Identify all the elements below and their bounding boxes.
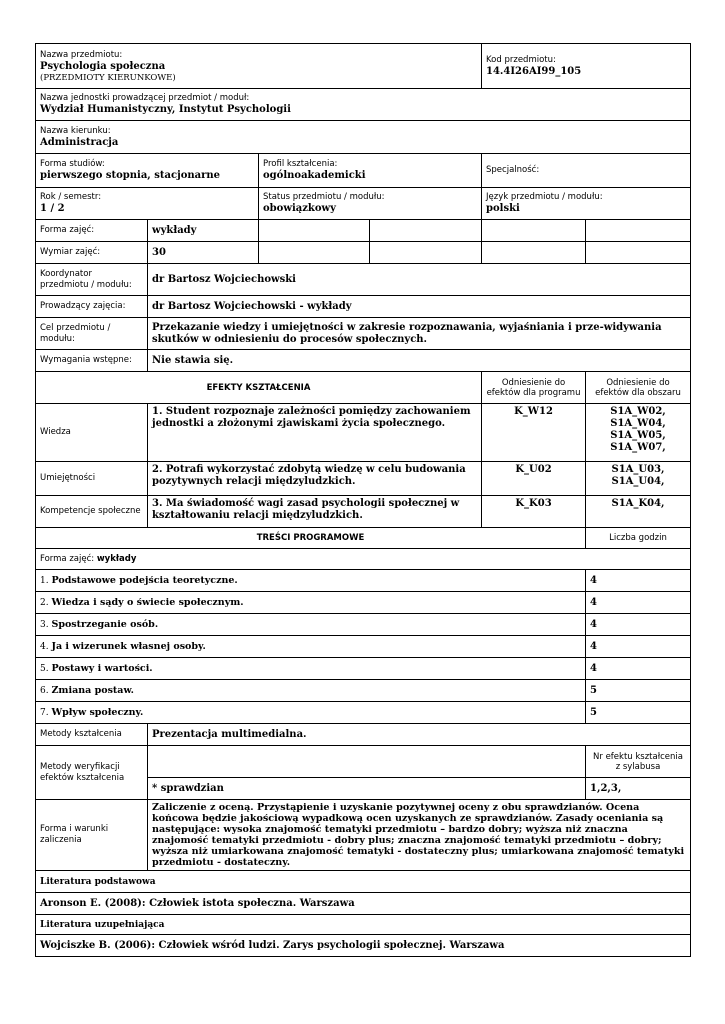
effect-category: Kompetencje społeczne [36, 496, 148, 528]
topic-number: 2. [40, 597, 49, 608]
unit-label: Nazwa jednostki prowadzącej przedmiot / moduł: [40, 93, 250, 103]
topic-row [36, 614, 691, 636]
area-ref-item: S1A_W05, [610, 430, 666, 441]
content-header-row [36, 528, 691, 549]
topic-hours: 4 [586, 592, 691, 614]
class-form-empty-1 [259, 220, 370, 242]
effect-category: Umiejętności [36, 462, 148, 496]
area-ref-item: S1A_U04, [611, 476, 665, 487]
lecturer-label: Prowadzący zajęcia: [36, 296, 148, 318]
subject-row [36, 44, 691, 89]
requirements-row [36, 350, 691, 372]
requirements-label: Wymagania wstępne: [36, 350, 148, 372]
area-ref-item: S1A_U03, [611, 464, 665, 475]
verification-label: Metody weryfikacji efektów kształcenia [36, 746, 148, 800]
class-form-empty-3 [482, 220, 586, 242]
class-form-row [36, 220, 691, 242]
effect-text: 1. Student rozpoznaje zależności pomiędzy zachowaniem jednostki a złożonymi zjawiskami życia społecznego. [148, 404, 482, 462]
verification-empty [148, 746, 586, 778]
hours-row [36, 242, 691, 264]
topic-row [36, 702, 691, 724]
assessment-row [36, 800, 691, 871]
verification-effect-header: Nr efektu kształcenia z sylabusa [586, 746, 691, 778]
topic-cell [36, 702, 586, 724]
verification-header-row [36, 746, 691, 778]
topic-cell [36, 636, 586, 658]
topic-title: Postawy i wartości. [51, 662, 153, 674]
topic-number: 4. [40, 641, 49, 652]
content-form-value: wykłady [96, 554, 137, 564]
goal-row [36, 318, 691, 350]
topic-cell [36, 658, 586, 680]
literature-basic-label: Literatura podstawowa [36, 871, 691, 893]
area-ref-item: S1A_K04, [611, 498, 665, 509]
program-ref-header: Odniesienie do efektów dla programu [482, 372, 586, 404]
syllabus-table [35, 43, 691, 957]
language-label: Język przedmiotu / modułu: [486, 192, 603, 202]
methods-value: Prezentacja multimedialna. [148, 724, 691, 746]
specialty-label: Specjalność: [486, 165, 540, 175]
topic-hours: 4 [586, 658, 691, 680]
assessment-label: Forma i warunki zaliczenia [36, 800, 148, 871]
unit-value: Wydział Humanistyczny, Instytut Psychologii [40, 104, 291, 115]
area-ref-item: S1A_W02, [610, 406, 666, 417]
syllabus-sheet [35, 43, 690, 957]
coordinator-row [36, 264, 691, 296]
field-value: Administracja [40, 136, 119, 148]
subject-group: (PRZEDMIOTY KIERUNKOWE) [40, 72, 176, 83]
effect-area-ref [586, 496, 691, 528]
profile-label: Profil kształcenia: [263, 159, 338, 169]
literature-basic-label-row [36, 871, 691, 893]
topic-row [36, 658, 691, 680]
content-form-label: Forma zajęć: [40, 554, 95, 564]
area-ref-header: Odniesienie do efektów dla obszaru [586, 372, 691, 404]
unit-cell [36, 89, 691, 121]
study-form-value: pierwszego stopnia, stacjonarne [40, 170, 221, 181]
effect-text: 2. Potrafi wykorzystać zdobytą wiedzę w celu budowania pozytywnych relacji międzyludzkich. [148, 462, 482, 496]
profile-value: ogólnoakademicki [263, 170, 366, 181]
topic-cell [36, 614, 586, 636]
effects-header: EFEKTY KSZTAŁCENIA [36, 372, 482, 404]
methods-label: Metody kształcenia [36, 724, 148, 746]
content-header: TREŚCI PROGRAMOWE [36, 528, 586, 549]
language-value: polski [486, 203, 520, 214]
topic-number: 7. [40, 707, 49, 718]
language-cell [482, 188, 691, 220]
effect-row [36, 404, 691, 462]
lecturer-row [36, 296, 691, 318]
literature-extra-row [36, 935, 691, 957]
goal-value: Przekazanie wiedzy i umiejętności w zakresie rozpoznawania, wyjaśniania i prze-widywania skutków w odniesieniu do procesów społecznych. [148, 318, 691, 350]
goal-label: Cel przedmiotu / modułu: [36, 318, 148, 350]
year-row [36, 188, 691, 220]
status-cell [259, 188, 482, 220]
content-form-row [36, 549, 691, 570]
topic-title: Zmiana postaw. [51, 684, 134, 696]
effect-program-ref: K_U02 [482, 462, 586, 496]
field-row [36, 121, 691, 154]
lecturer-value: dr Bartosz Wojciechowski - wykłady [148, 296, 691, 318]
topic-row [36, 636, 691, 658]
effect-category: Wiedza [36, 404, 148, 462]
hours-empty-1 [259, 242, 370, 264]
specialty-cell [482, 154, 691, 188]
hours-label: Wymiar zajęć: [36, 242, 148, 264]
subject-cell [36, 44, 482, 89]
class-form-label: Forma zajęć: [36, 220, 148, 242]
methods-row [36, 724, 691, 746]
code-cell [482, 44, 691, 89]
hours-empty-2 [370, 242, 482, 264]
status-label: Status przedmiotu / modułu: [263, 192, 385, 202]
study-row [36, 154, 691, 188]
class-form-empty-2 [370, 220, 482, 242]
area-ref-item: S1A_W04, [610, 418, 666, 429]
topic-hours: 4 [586, 614, 691, 636]
topic-title: Podstawowe podejścia teoretyczne. [51, 574, 238, 586]
year-value: 1 / 2 [40, 203, 65, 214]
literature-extra-label: Literatura uzupełniająca [36, 915, 691, 935]
topic-title: Ja i wizerunek własnej osoby. [51, 640, 206, 652]
topic-cell [36, 592, 586, 614]
topic-title: Wiedza i sądy o świecie społecznym. [51, 596, 244, 608]
hours-empty-4 [586, 242, 691, 264]
effect-row [36, 496, 691, 528]
field-label: Nazwa kierunku: [40, 125, 111, 136]
study-form-cell [36, 154, 259, 188]
effect-text: 3. Ma świadomość wagi zasad psychologii społecznej w kształtowaniu relacji międzyludzkich. [148, 496, 482, 528]
unit-row [36, 89, 691, 121]
assessment-value: Zaliczenie z oceną. Przystąpienie i uzyskanie pozytywnej oceny z obu sprawdzianów. Ocena końcowa będzie jakościową wypadkową ocen uzyskanych ze sprawdzianów. Zasady oceniania są następujące: wysoka znajomość tematyki przedmiotu – bardzo dobry; wyższa niż znaczna znajomość tematyki przedmiotu - dobry plus; znaczna znajomość tematyki przedmiotu – dobry; wyższa niż umiarkowana znajomość tematyki - dostateczny plus; umiarkowana znajomość tematyki przedmiotu - dostateczny. [148, 800, 691, 871]
effect-program-ref: K_K03 [482, 496, 586, 528]
topic-number: 1. [40, 575, 49, 586]
topic-hours: 5 [586, 680, 691, 702]
topic-number: 3. [40, 619, 49, 630]
year-cell [36, 188, 259, 220]
topic-number: 6. [40, 685, 49, 696]
topic-cell [36, 570, 586, 592]
subject-name: Psychologia społeczna [40, 60, 166, 72]
code-label: Kod przedmiotu: [486, 54, 556, 65]
effect-program-ref: K_W12 [482, 404, 586, 462]
field-cell [36, 121, 691, 154]
effect-row [36, 462, 691, 496]
verification-effects: 1,2,3, [586, 778, 691, 800]
requirements-value: Nie stawia się. [148, 350, 691, 372]
content-form-cell [36, 549, 691, 570]
topic-number: 5. [40, 663, 49, 674]
topic-hours: 4 [586, 636, 691, 658]
coordinator-label: Koordynator przedmiotu / modułu: [36, 264, 148, 296]
year-label: Rok / semestr: [40, 192, 102, 202]
effect-area-ref [586, 462, 691, 496]
status-value: obowiązkowy [263, 203, 336, 214]
class-form-value: wykłady [148, 220, 259, 242]
topic-row [36, 570, 691, 592]
content-hours-header: Liczba godzin [586, 528, 691, 549]
effects-header-row [36, 372, 691, 404]
topic-row [36, 592, 691, 614]
literature-basic-row [36, 893, 691, 915]
area-ref-item: S1A_W07, [610, 442, 666, 453]
topic-cell [36, 680, 586, 702]
literature-basic-value: Aronson E. (2008): Człowiek istota społeczna. Warszawa [36, 893, 691, 915]
topic-title: Wpływ społeczny. [51, 706, 144, 718]
coordinator-value: dr Bartosz Wojciechowski [148, 264, 691, 296]
hours-empty-3 [482, 242, 586, 264]
verification-method: * sprawdzian [148, 778, 586, 800]
effect-area-ref [586, 404, 691, 462]
study-form-label: Forma studiów: [40, 159, 105, 169]
profile-cell [259, 154, 482, 188]
class-form-empty-4 [586, 220, 691, 242]
hours-value: 30 [148, 242, 259, 264]
subject-label: Nazwa przedmiotu: [40, 49, 123, 60]
topic-title: Spostrzeganie osób. [51, 618, 159, 630]
topic-hours: 5 [586, 702, 691, 724]
topic-hours: 4 [586, 570, 691, 592]
literature-extra-value: Wojciszke B. (2006): Człowiek wśród ludzi. Zarys psychologii społecznej. Warszawa [36, 935, 691, 957]
code-value: 14.4I26AI99_105 [486, 65, 582, 77]
literature-extra-label-row [36, 915, 691, 935]
topic-row [36, 680, 691, 702]
